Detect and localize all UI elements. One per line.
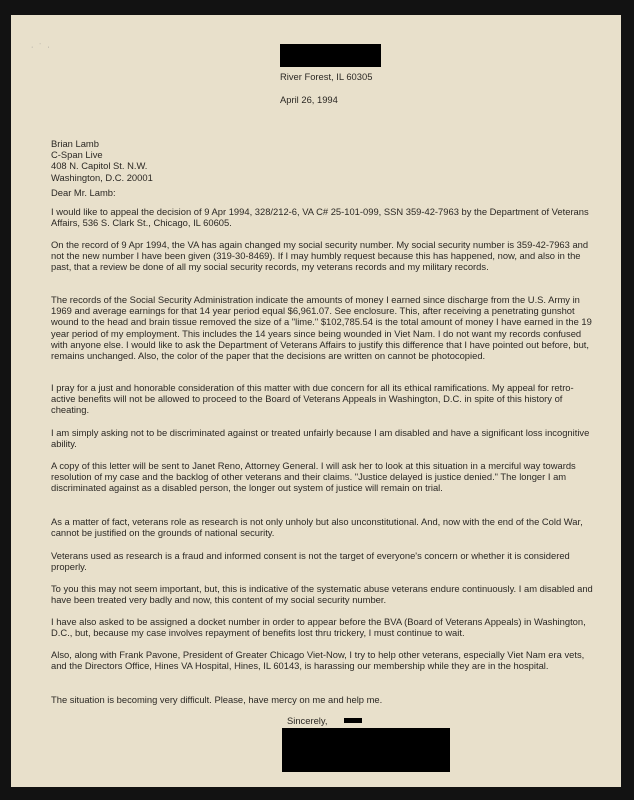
recipient-address xyxy=(51,138,153,183)
letter-date: April 26, 1994 xyxy=(280,94,338,105)
redacted-signature-mark xyxy=(344,718,362,723)
salutation: Dear Mr. Lamb: xyxy=(51,187,116,198)
body-paragraph: To you this may not seem important, but, this is indicative of the systematic abuse veterans endure continuously. I am disabled and have been treated very badly and now, this content of my social security number. xyxy=(51,583,593,606)
body-paragraph: I am simply asking not to be discriminated against or treated unfairly because I am disabled and have a significant loss incognitive ability. xyxy=(51,427,590,450)
body-paragraph: The situation is becoming very difficult. Please, have mercy on me and help me. xyxy=(51,694,383,705)
recipient-line: Brian Lamb xyxy=(51,138,99,149)
recipient-line: C-Span Live xyxy=(51,149,103,161)
redacted-sender-name xyxy=(280,44,381,67)
body-paragraph: As a matter of fact, veterans role as research is not only unholy but also unconstitutional. And, now with the end of the Cold War, cannot be justified on the grounds of national security. xyxy=(51,516,583,539)
body-paragraph: On the record of 9 Apr 1994, the VA has again changed my social security number. My social security number is 359-42-7963 and not the new number I have been given (319-30-8469). If I may humbly request because this has happened, now, and also in the past, that a review be done of all my social security records, my veterans records and my military records. xyxy=(51,239,589,273)
body-paragraph: A copy of this letter will be sent to Janet Reno, Attorney General. I will ask her to look at this situation in a merciful way towards resolution of my case and the backlog of other veterans and their claims. "Justice delayed is justice denied." The longer I am discriminated against as a disabled person, the longer out system of justice will remain on trial. xyxy=(51,460,576,494)
body-paragraph: I pray for a just and honorable consideration of this matter with due concern for all its ethical ramifications. My appeal for retro-active benefits will not be allowed to proceed to the Board of Veterans Appeals in Washington, D.C. in spite of this history of cheating. xyxy=(51,382,574,416)
body-paragraph: I have also asked to be assigned a docket number in order to appear before the BVA (Board of Veterans Appeals) in Washington, D.C., but, because my case involves repayment of benefits lost thru trickery, I must continue to wait. xyxy=(51,616,586,639)
body-paragraph: Veterans used as research is a fraud and informed consent is not the target of everyone's concern or whether it is considered properly. xyxy=(51,550,570,573)
redacted-signature xyxy=(282,728,450,772)
body-paragraph: I would like to appeal the decision of 9 Apr 1994, 328/212-6, VA C# 25-101-099, SSN 359-42-7963 by the Department of Veterans Affairs, 536 S. Clark St., Chicago, IL 60605. xyxy=(51,206,589,229)
body-paragraph: Also, along with Frank Pavone, President of Greater Chicago Viet-Now, I try to help other veterans, especially Viet Nam era vets, and the Directors Office, Hines VA Hospital, Hines, IL 60143, is harassing our membership while they are in the hospital. xyxy=(51,649,585,672)
paper-speck: · ˙ · xyxy=(31,44,52,51)
body-paragraph: The records of the Social Security Administration indicate the amounts of money I earned since discharge from the U.S. Army in 1969 and average earnings for that 14 year period equal $6,961.07. See enclosure. This, after receiving a penetrating gunshot wound to the head and brain tissue removed the size of a "lime." $102,785.54 is the total amount of money I have earned in the 19 year period of my employment. This includes the 14 years since being wounded in Viet Nam. I do not want my records confused with anyone else. I would like to ask the Department of Veterans Affairs to justify this difference that I have pointed out before, but, remains unchanged. Also, the color of the paper that the decisions are written on cannot be photocopied. xyxy=(51,294,592,362)
closing: Sincerely, xyxy=(287,715,328,726)
recipient-line: Washington, D.C. 20001 xyxy=(51,171,153,183)
recipient-line: 408 N. Capitol St. N.W. xyxy=(51,160,148,172)
sender-city: River Forest, IL 60305 xyxy=(280,71,373,82)
letter-page xyxy=(11,15,621,787)
